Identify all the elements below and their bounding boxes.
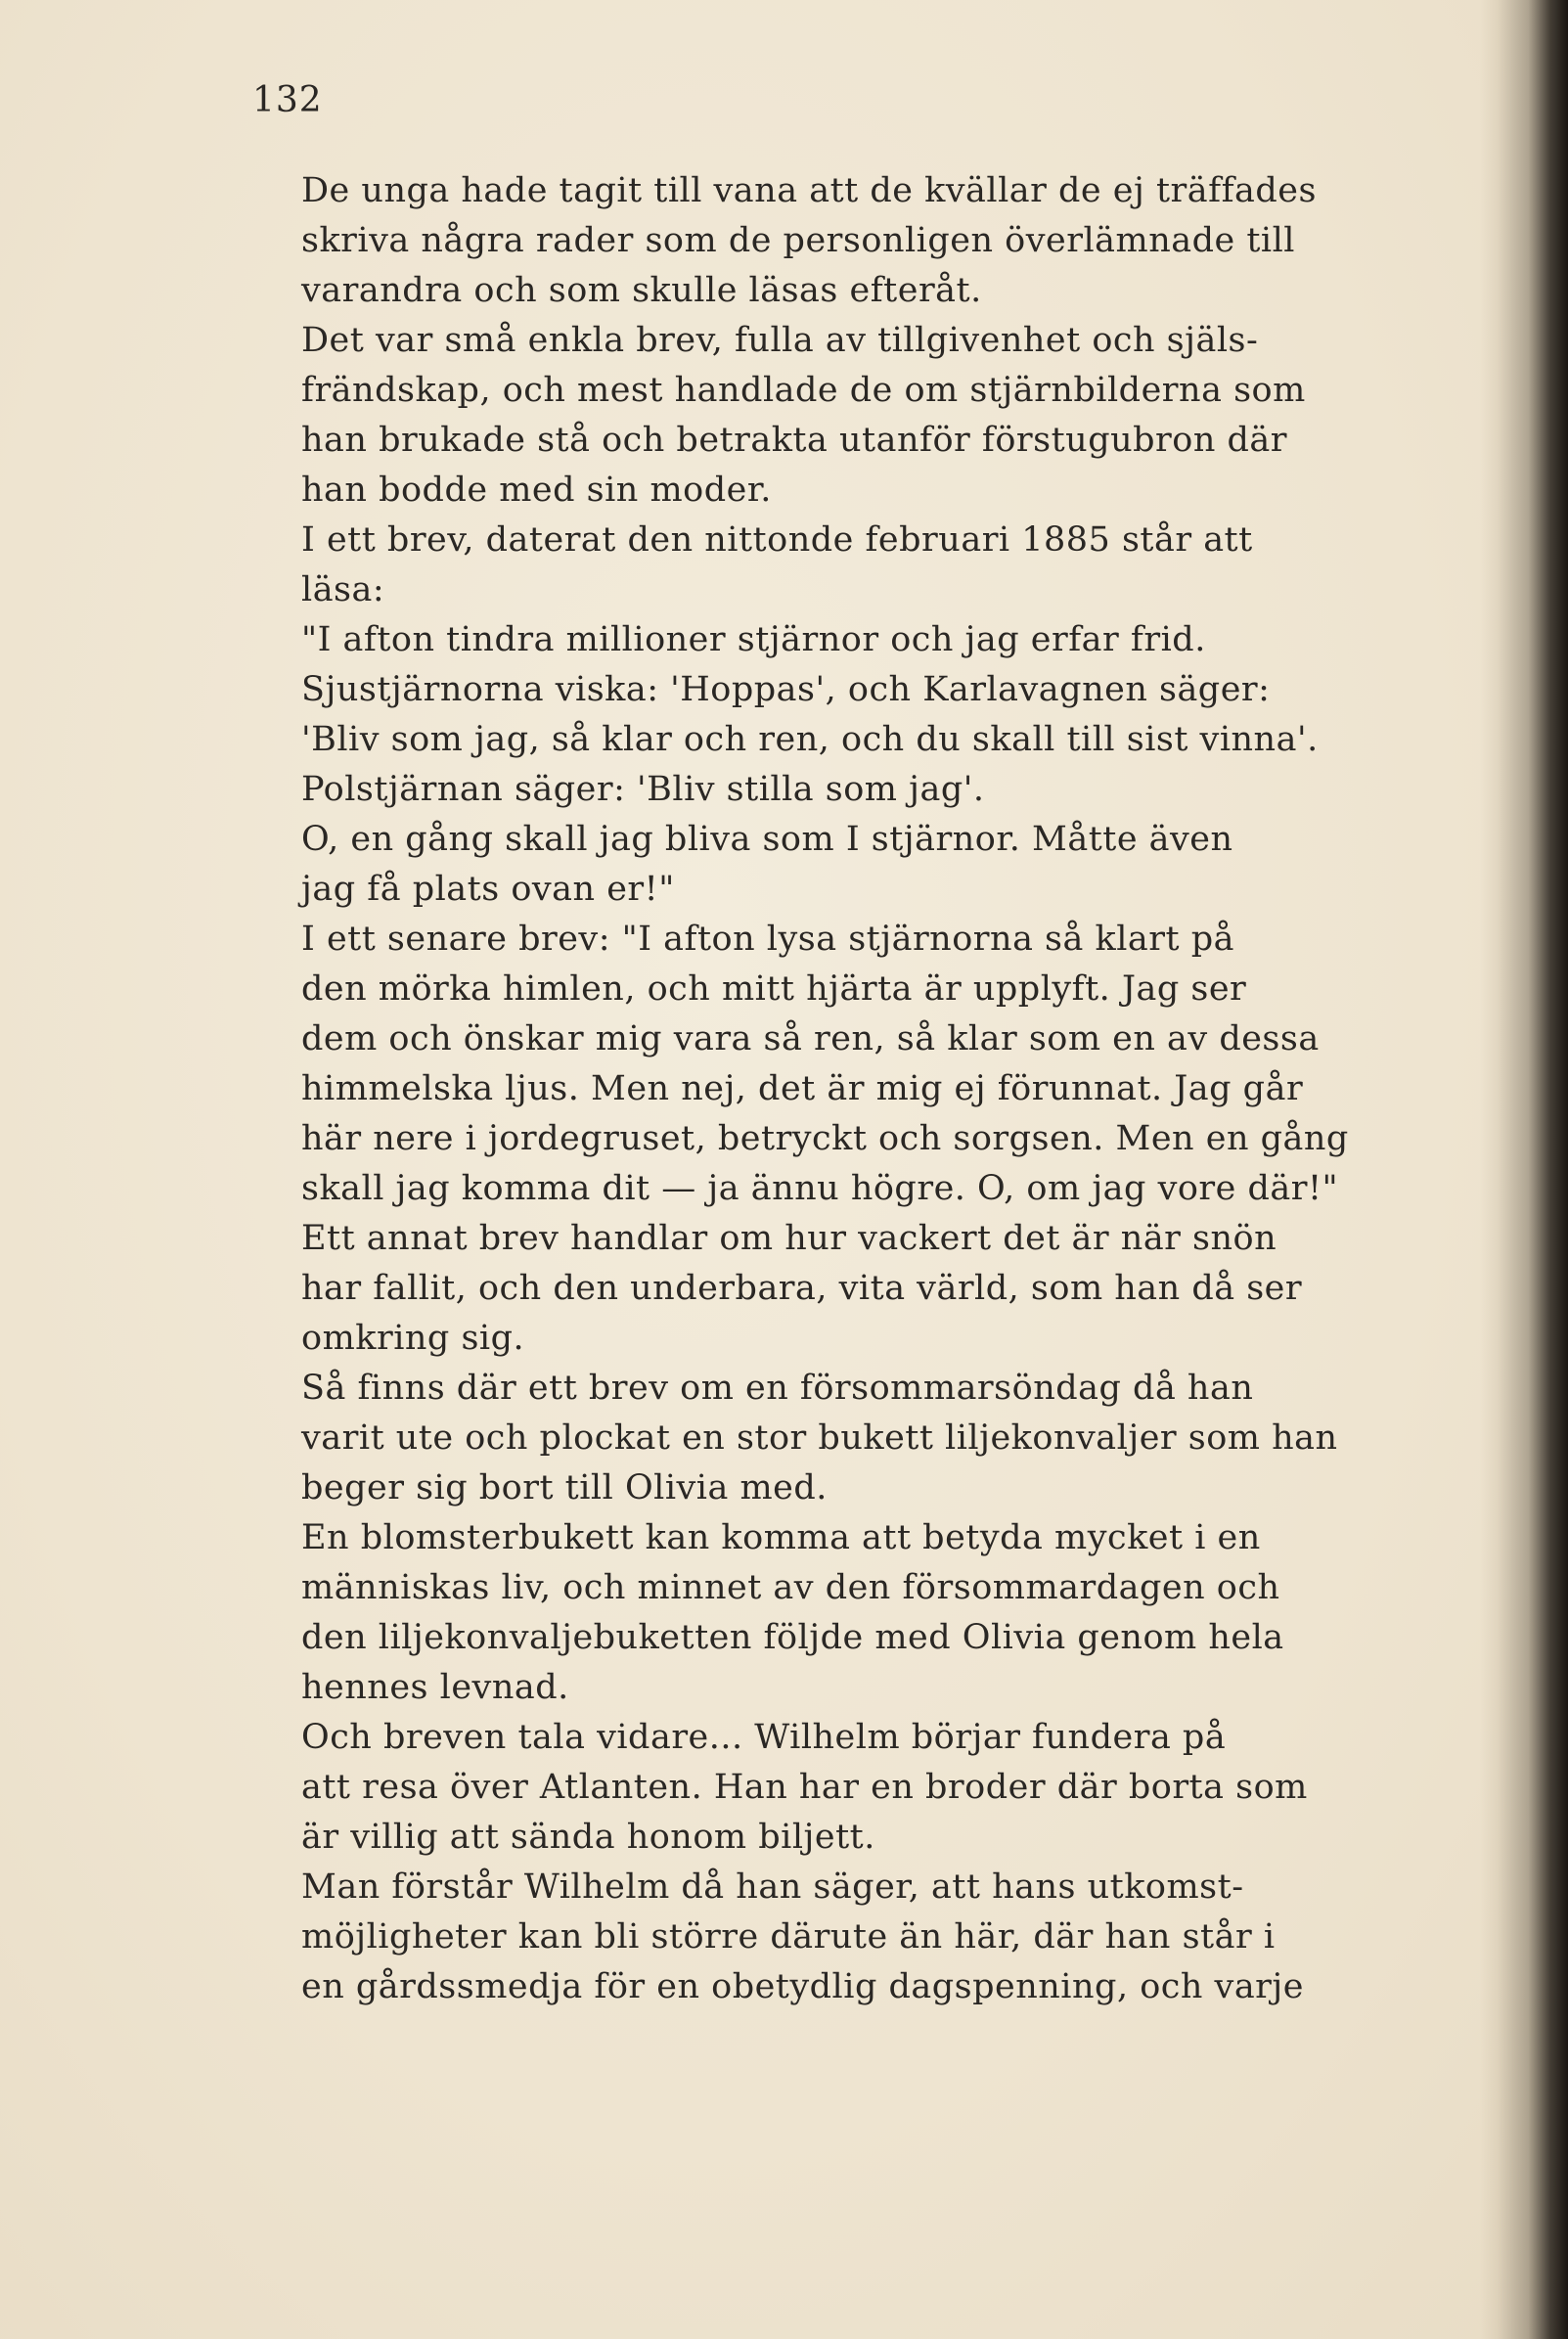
text-line: Man förstår Wilhelm då han säger, att hans utkomst-: [301, 1867, 1244, 1907]
text-line: Det var små enkla brev, fulla av tillgivenhet och själs-: [301, 321, 1259, 360]
text-line: människas liv, och minnet av den försommardagen och: [301, 1568, 1280, 1607]
text-line: den mörka himlen, och mitt hjärta är upplyft. Jag ser: [301, 969, 1247, 1009]
text-line: en gårdssmedja för en obetydlig dagspenning, och varje: [301, 1967, 1304, 2006]
text-line: varandra och som skulle läsas efteråt.: [301, 271, 982, 310]
text-line: har fallit, och den underbara, vita värld, som han då ser: [301, 1269, 1303, 1308]
text-line: I ett brev, daterat den nittonde februari 1885 står att: [301, 520, 1253, 560]
text-line: möjligheter kan bli större därute än här, där han står i: [301, 1917, 1276, 1957]
paragraph: [256, 516, 1406, 615]
body-text: [256, 166, 1406, 2012]
text-line: varit ute och plockat en stor bukett liljekonvaljer som han: [301, 1418, 1338, 1458]
text-line: Så finns där ett brev om en försommarsöndag då han: [301, 1369, 1254, 1408]
paragraph: [256, 1364, 1406, 1513]
paragraph: [256, 1863, 1406, 2012]
text-line: dem och önskar mig vara så ren, så klar som en av dessa: [301, 1019, 1320, 1058]
paragraph: [256, 1713, 1406, 1863]
text-line: är villig att sända honom biljett.: [301, 1818, 875, 1857]
text-line: den liljekonvaljebuketten följde med Olivia genom hela: [301, 1618, 1284, 1657]
page-number: 132: [252, 80, 323, 120]
quoted-paragraph: [256, 815, 1406, 915]
paragraph: [256, 1513, 1406, 1713]
text-line: "I afton tindra millioner stjärnor och jag erfar frid.: [301, 620, 1206, 659]
page-gutter-shadow: [1480, 0, 1568, 2339]
text-line: omkring sig.: [301, 1319, 525, 1358]
text-line: Polstjärnan säger: 'Bliv stilla som jag'.: [301, 770, 985, 809]
text-line: frändskap, och mest handlade de om stjärnbilderna som: [301, 371, 1306, 410]
text-line: skall jag komma dit — ja ännu högre. O, om jag vore där!": [301, 1169, 1339, 1208]
text-line: himmelska ljus. Men nej, det är mig ej förunnat. Jag går: [301, 1069, 1304, 1108]
text-line: här nere i jordegruset, betryckt och sorgsen. Men en gång: [301, 1119, 1349, 1158]
text-line: De unga hade tagit till vana att de kvällar de ej träffades: [301, 171, 1317, 210]
text-line: skriva några rader som de personligen överlämnade till: [301, 221, 1295, 260]
text-line: han brukade stå och betrakta utanför förstugubron där: [301, 421, 1288, 460]
text-line: Ett annat brev handlar om hur vackert det är när snön: [301, 1219, 1277, 1258]
text-line: att resa över Atlanten. Han har en broder där borta som: [301, 1768, 1308, 1807]
text-line: Sjustjärnorna viska: 'Hoppas', och Karlavagnen säger:: [301, 670, 1271, 709]
paragraph: [256, 915, 1406, 1214]
paragraph: [256, 166, 1406, 316]
paragraph: [256, 1214, 1406, 1364]
text-line: hennes levnad.: [301, 1668, 569, 1707]
text-line: beger sig bort till Olivia med.: [301, 1468, 828, 1507]
text-line: I ett senare brev: "I afton lysa stjärnorna så klart på: [301, 920, 1234, 959]
quoted-paragraph: [256, 615, 1406, 815]
text-line: Och breven tala vidare... Wilhelm börjar fundera på: [301, 1718, 1227, 1757]
paragraph: [256, 316, 1406, 516]
text-line: jag få plats ovan er!": [301, 870, 675, 909]
text-line: O, en gång skall jag bliva som I stjärnor. Måtte även: [301, 820, 1233, 859]
text-line: En blomsterbukett kan komma att betyda mycket i en: [301, 1518, 1261, 1557]
text-line: han bodde med sin moder.: [301, 471, 772, 510]
text-line: 'Bliv som jag, så klar och ren, och du skall till sist vinna'.: [301, 720, 1319, 759]
text-line: läsa:: [301, 570, 385, 609]
